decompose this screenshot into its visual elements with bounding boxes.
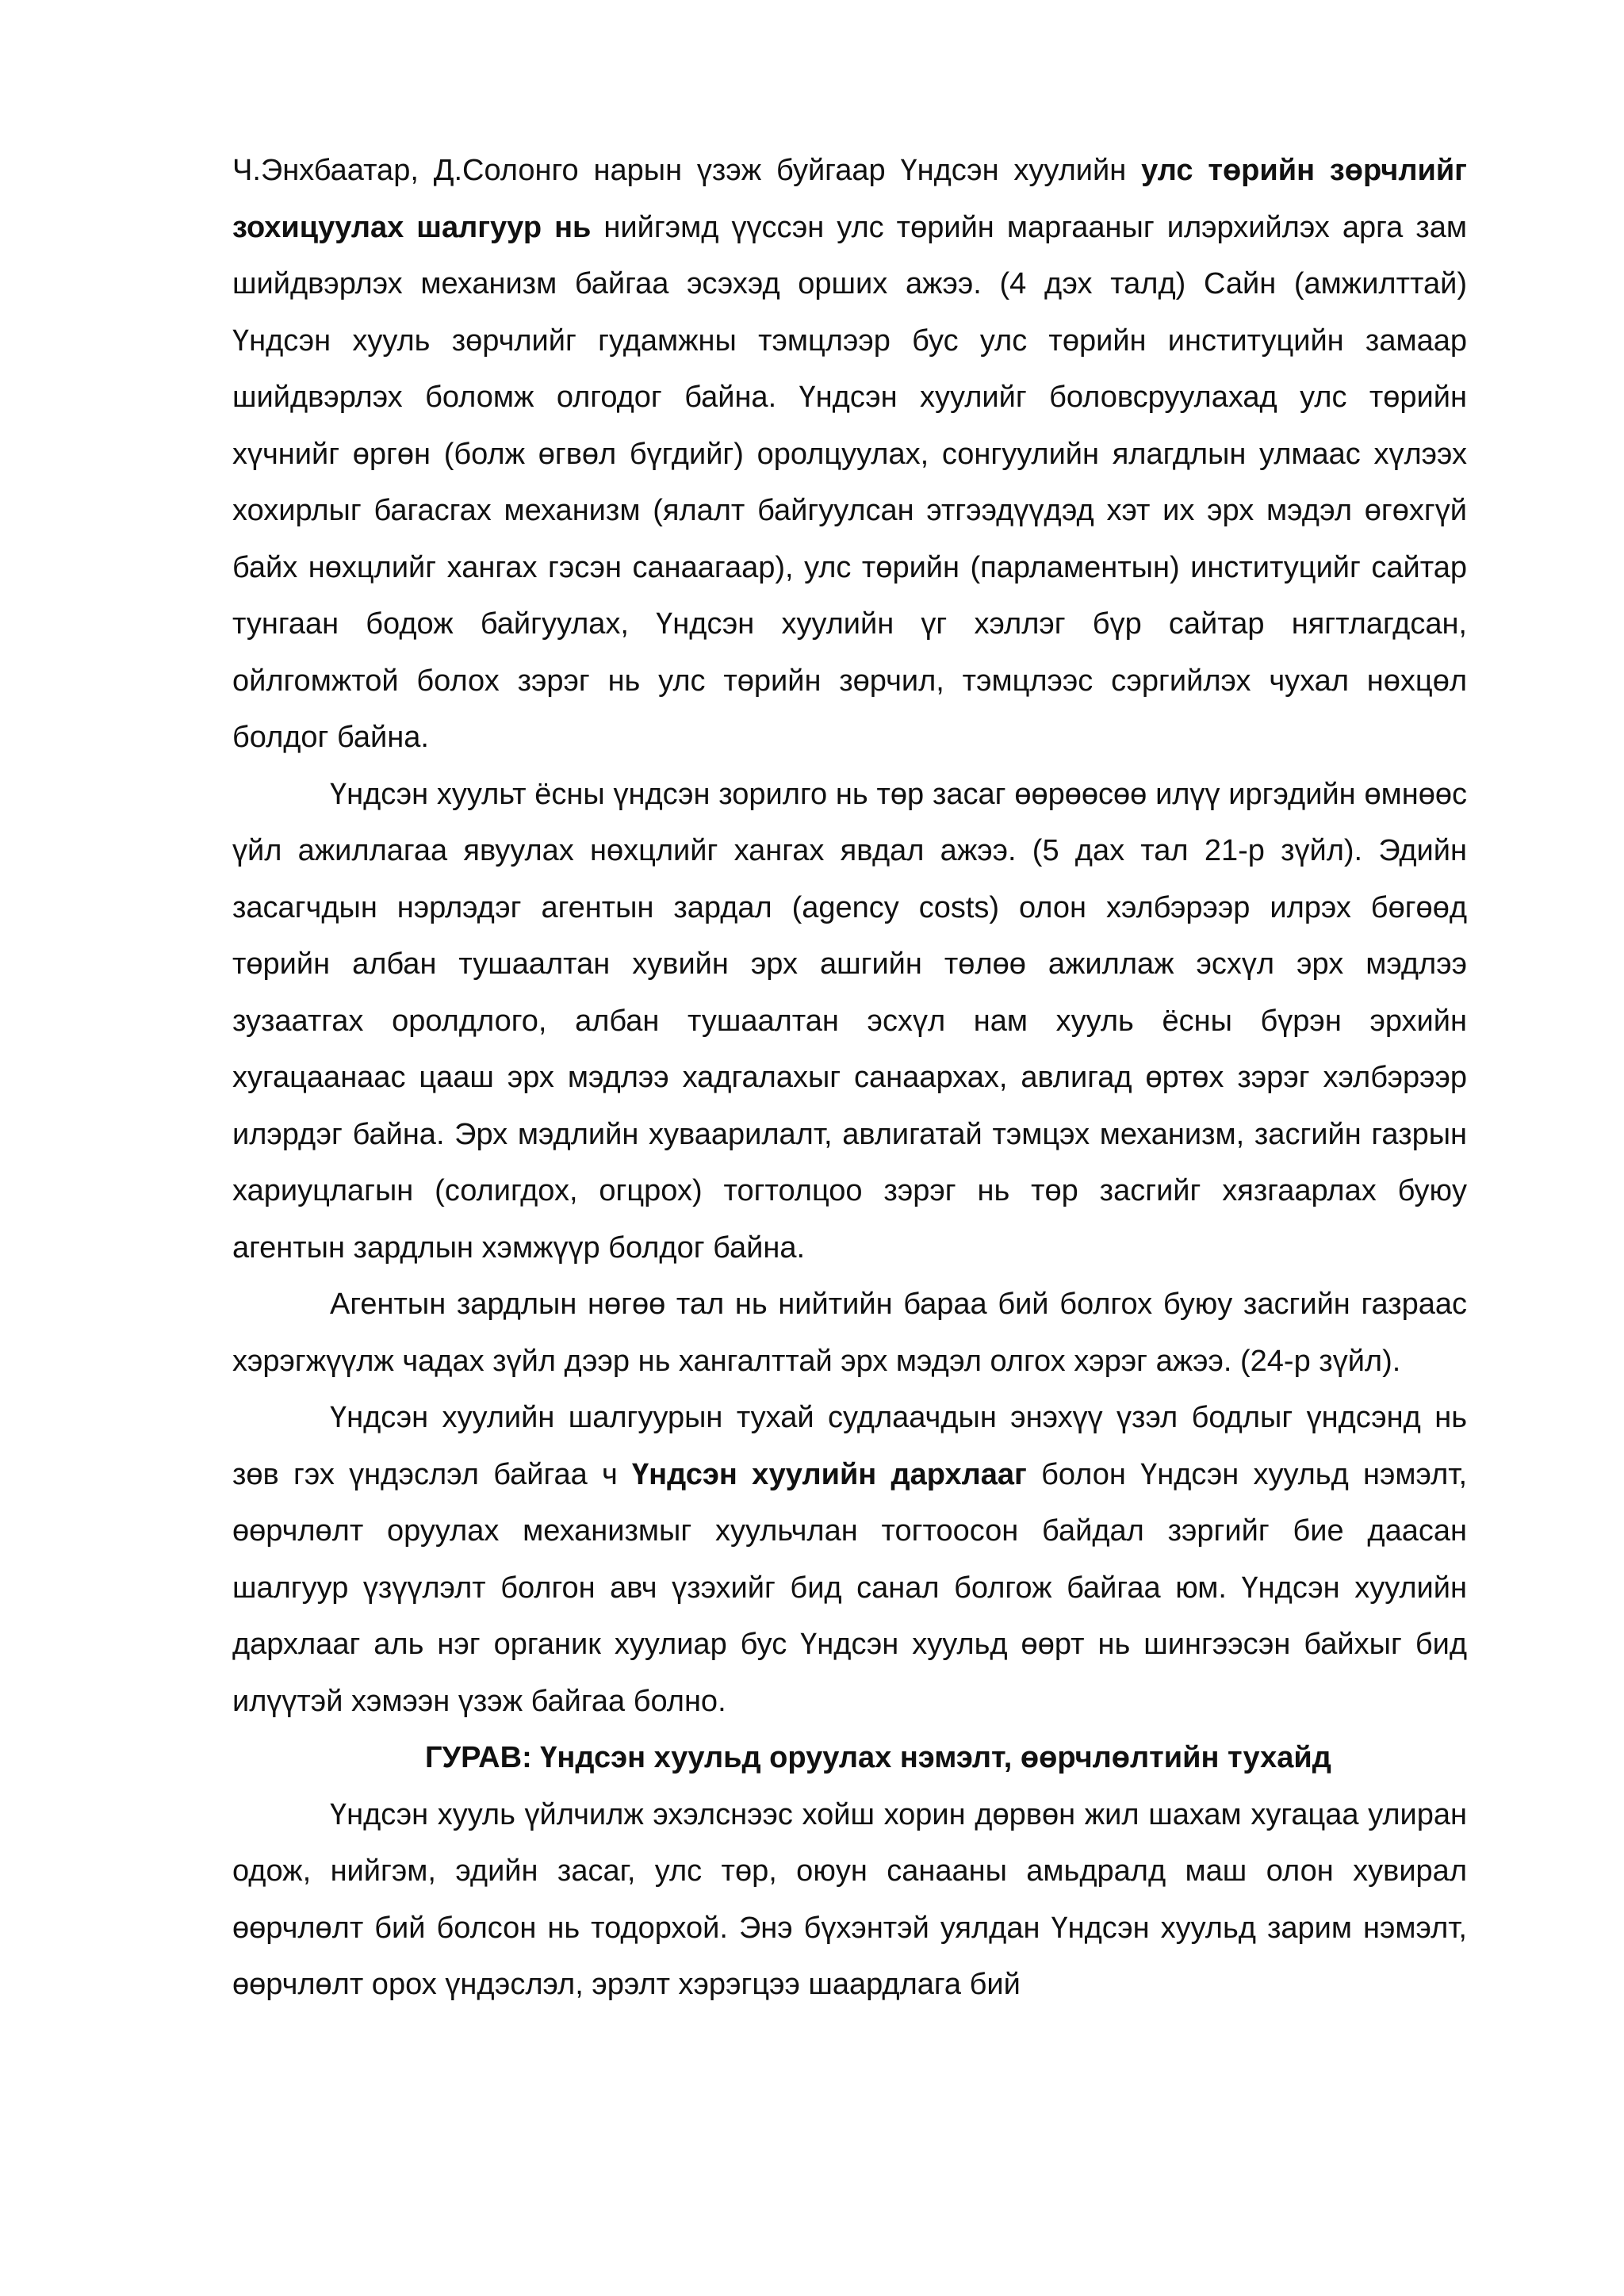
paragraph-4-bold-phrase: Үндсэн хуулийн дархлааг <box>632 1457 1027 1491</box>
document-body <box>232 143 1467 2014</box>
paragraph-5 <box>232 1787 1467 2014</box>
paragraph-1 <box>232 143 1467 767</box>
paragraph-5-text: Үндсэн хууль үйлчилж эхэлснээс хойш хорин дөрвөн жил шахам хугацаа улиран одож, нийгэм, эдийн засаг, улс төр, оюун санааны амьдралд маш олон хувирал өөрчлөлт бий болсон нь тодорхой. Энэ бүхэнтэй уялдан Үндсэн хуульд зарим нэмэлт, өөрчлөлт орох үндэслэл, эрэлт хэрэгцээ шаардлага бий <box>232 1797 1467 2001</box>
section-heading <box>232 1730 1467 1787</box>
section-heading-text: ГУРАВ: Үндсэн хуульд оруулах нэмэлт, өөрчлөлтийн тухайд <box>425 1741 1331 1774</box>
paragraph-1-text-a: Ч.Энхбаатар, Д.Солонго нарын үзэж буйгаар Үндсэн хуулийн <box>232 154 1142 187</box>
paragraph-2 <box>232 767 1467 1277</box>
paragraph-4-text-b: болон Үндсэн хуульд нэмэлт, өөрчлөлт оруулах механизмыг хуульчлан тогтоосон байдал зэргийг бие даасан шалгуур үзүүлэлт болгон авч үзэхийг бид санал болгож байгаа юм. Үндсэн хуулийн дархлааг аль нэг органик хуулиар бус Үндсэн хуульд өөрт нь шингээсэн байхыг бид илүүтэй хэмээн үзэж байгаа болно. <box>232 1457 1468 1718</box>
paragraph-3-text: Агентын зардлын нөгөө тал нь нийтийн бараа бий болгох буюу засгийн газраас хэрэгжүүлж чадах зүйл дээр нь хангалттай эрх мэдэл олгох хэрэг ажээ. (24-р зүйл). <box>232 1288 1467 1378</box>
paragraph-2-text: Үндсэн хуульт ёсны үндсэн зорилго нь төр засаг өөрөөсөө илүү иргэдийн өмнөөс үйл ажиллагаа явуулах нөхцлийг хангах явдал ажээ. (5 дах тал 21-р зүйл). Эдийн засагчдын нэрлэдэг агентын зардал (agency costs) олон хэлбэрээр илрэх бөгөөд төрийн албан тушаалтан хувийн эрх ашгийн төлөө ажиллаж эсхүл эрх мэдлээ зузаатгах оролдлого, албан тушаалтан эсхүл нам хууль ёсны бүрэн эрхийн хугацаанаас цааш эрх мэдлээ хадгалахыг санаархах, авлигад өртөх зэрэг хэлбэрээр илэрдэг байна. Эрх мэдлийн хуваарилалт, авлигатай тэмцэх механизм, засгийн газрын хариуцлагын (солигдох, огцрох) тогтолцоо зэрэг нь төр засгийг хязгаарлах буюу агентын зардлын хэмжүүр болдог байна. <box>232 777 1467 1265</box>
paragraph-1-text-b: нийгэмд үүссэн улс төрийн маргааныг илэрхийлэх арга зам шийдвэрлэх механизм байгаа эсэхэд орших ажээ. (4 дэх талд) Сайн (амжилттай) Үндсэн хууль зөрчлийг гудамжны тэмцлээр бус улс төрийн институцийн замаар шийдвэрлэх боломж олгодог байна. Үндсэн хуулийг боловсруулахад улс төрийн хүчнийг өргөн (болж өгвөл бүгдийг) оролцуулах, сонгуулийн ялагдлын улмаас хүлээх хохирлыг багасгах механизм (ялалт байгуулсан этгээдүүдэд хэт их эрх мэдэл өгөхгүй байх нөхцлийг хангах гэсэн санаагаар), улс төрийн (парламентын) институцийг сайтар тунгаан бодож байгуулах, Үндсэн хуулийн үг хэллэг бүр сайтар нягтлагдсан, ойлгомжтой болох зэрэг нь улс төрийн зөрчил, тэмцлээс сэргийлэх чухал нөхцөл болдог байна. <box>232 210 1467 754</box>
paragraph-1-bold-phrase: улс төрийн зөрчлийг зохицуулах шалгуур нь <box>232 154 1468 244</box>
paragraph-3 <box>232 1276 1467 1390</box>
paragraph-4-text-a: Үндсэн хуулийн шалгуурын тухай судлаачдын энэхүү үзэл бодлыг үндсэнд нь зөв гэх үндэслэл байгаа ч <box>232 1401 1467 1491</box>
paragraph-4 <box>232 1390 1467 1730</box>
